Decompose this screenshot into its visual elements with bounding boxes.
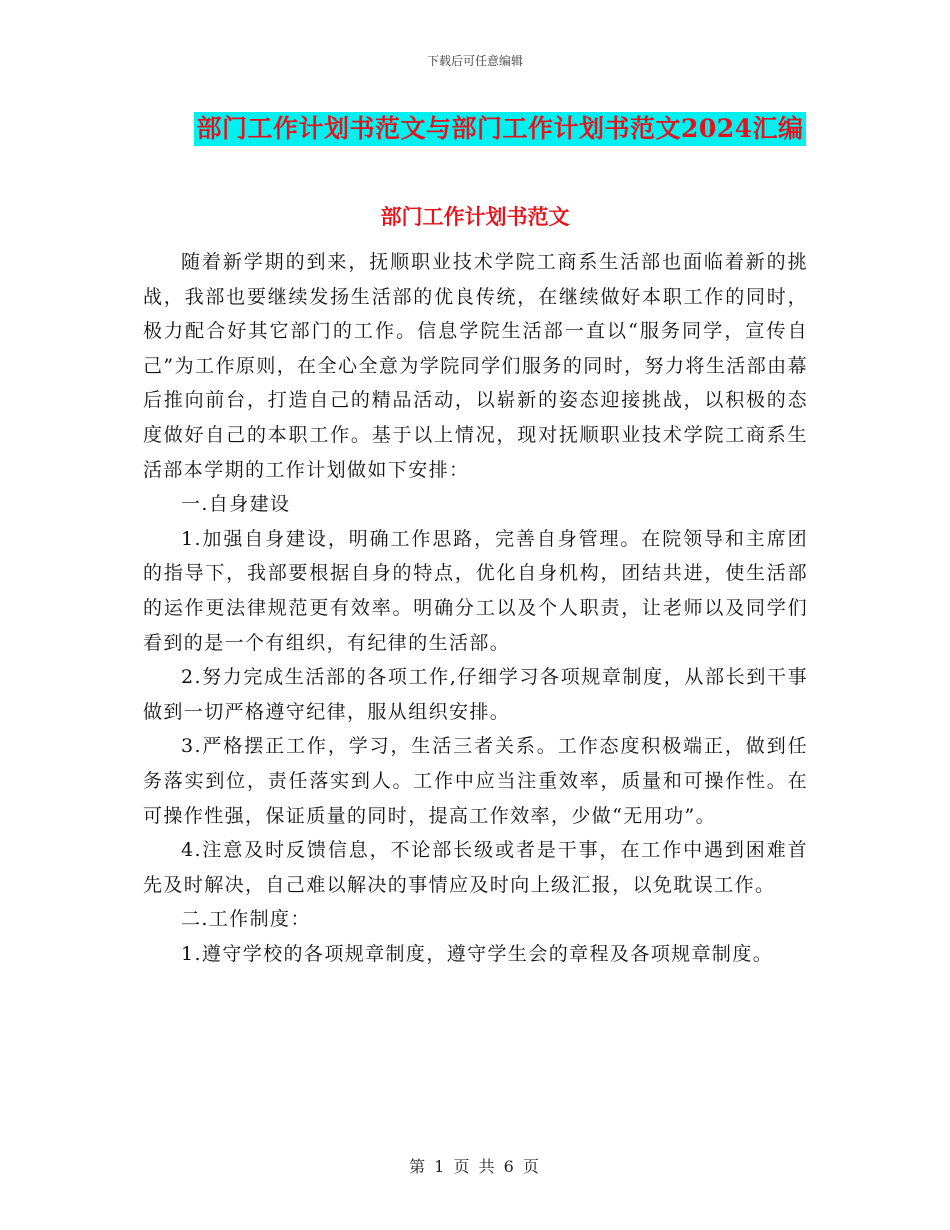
page-number: 第 1 页 共 6 页 xyxy=(409,1157,541,1176)
document-title: 部门工作计划书范文与部门工作计划书范文2024汇编 xyxy=(194,112,805,146)
paragraph-item-2: 2.努力完成生活部的各项工作,仔细学习各项规章制度，从部长到干事做到一切严格遵守纪律，服从组织安排。 xyxy=(143,666,808,723)
paragraph-intro: 随着新学期的到来，抚顺职业技术学院工商系生活部也面临着新的挑战，我部也要继续发扬生活部的优良传统，在继续做好本职工作的同时，极力配合好其它部门的工作。信息学院生活部一直以“服务同学，宣传自己”为工作原则，在全心全意为学院同学们服务的同时，努力将生活部由幕后推向前台，打造自己的精品活动，以崭新的姿态迎接挑战，以积极的态度做好自己的本职工作。基于以上情况，现对抚顺职业技术学院工商系生活部本学期的工作计划做如下安排： xyxy=(143,251,808,481)
document-title-wrap xyxy=(0,112,950,146)
paragraph-item-4: 4.注意及时反馈信息，不论部长级或者是干事，在工作中遇到困难首先及时解决，自己难以解决的事情应及时向上级汇报，以免耽误工作。 xyxy=(143,839,808,896)
heading-work-system: 二.工作制度： xyxy=(181,908,311,931)
heading-self-construction: 一.自身建设 xyxy=(181,493,291,516)
header-note: 下载后可任意编辑 xyxy=(426,54,523,68)
section-title: 部门工作计划书范文 xyxy=(380,204,570,229)
paragraph-system-item-1: 1.遵守学校的各项规章制度，遵守学生会的章程及各项规章制度。 xyxy=(181,942,774,965)
document-body xyxy=(143,245,808,971)
paragraph-item-1: 1.加强自身建设，明确工作思路，完善自身管理。在院领导和主席团的指导下，我部要根据自身的特点，优化自身机构，团结共进，使生活部的运作更法律规范更有效率。明确分工以及个人职责，让老师以及同学们看到的是一个有组织，有纪律的生活部。 xyxy=(143,527,808,654)
paragraph-item-3: 3.严格摆正工作，学习，生活三者关系。工作态度积极端正，做到任务落实到位，责任落实到人。工作中应当注重效率，质量和可操作性。在可操作性强，保证质量的同时，提高工作效率，少做“无用功”。 xyxy=(143,735,808,827)
